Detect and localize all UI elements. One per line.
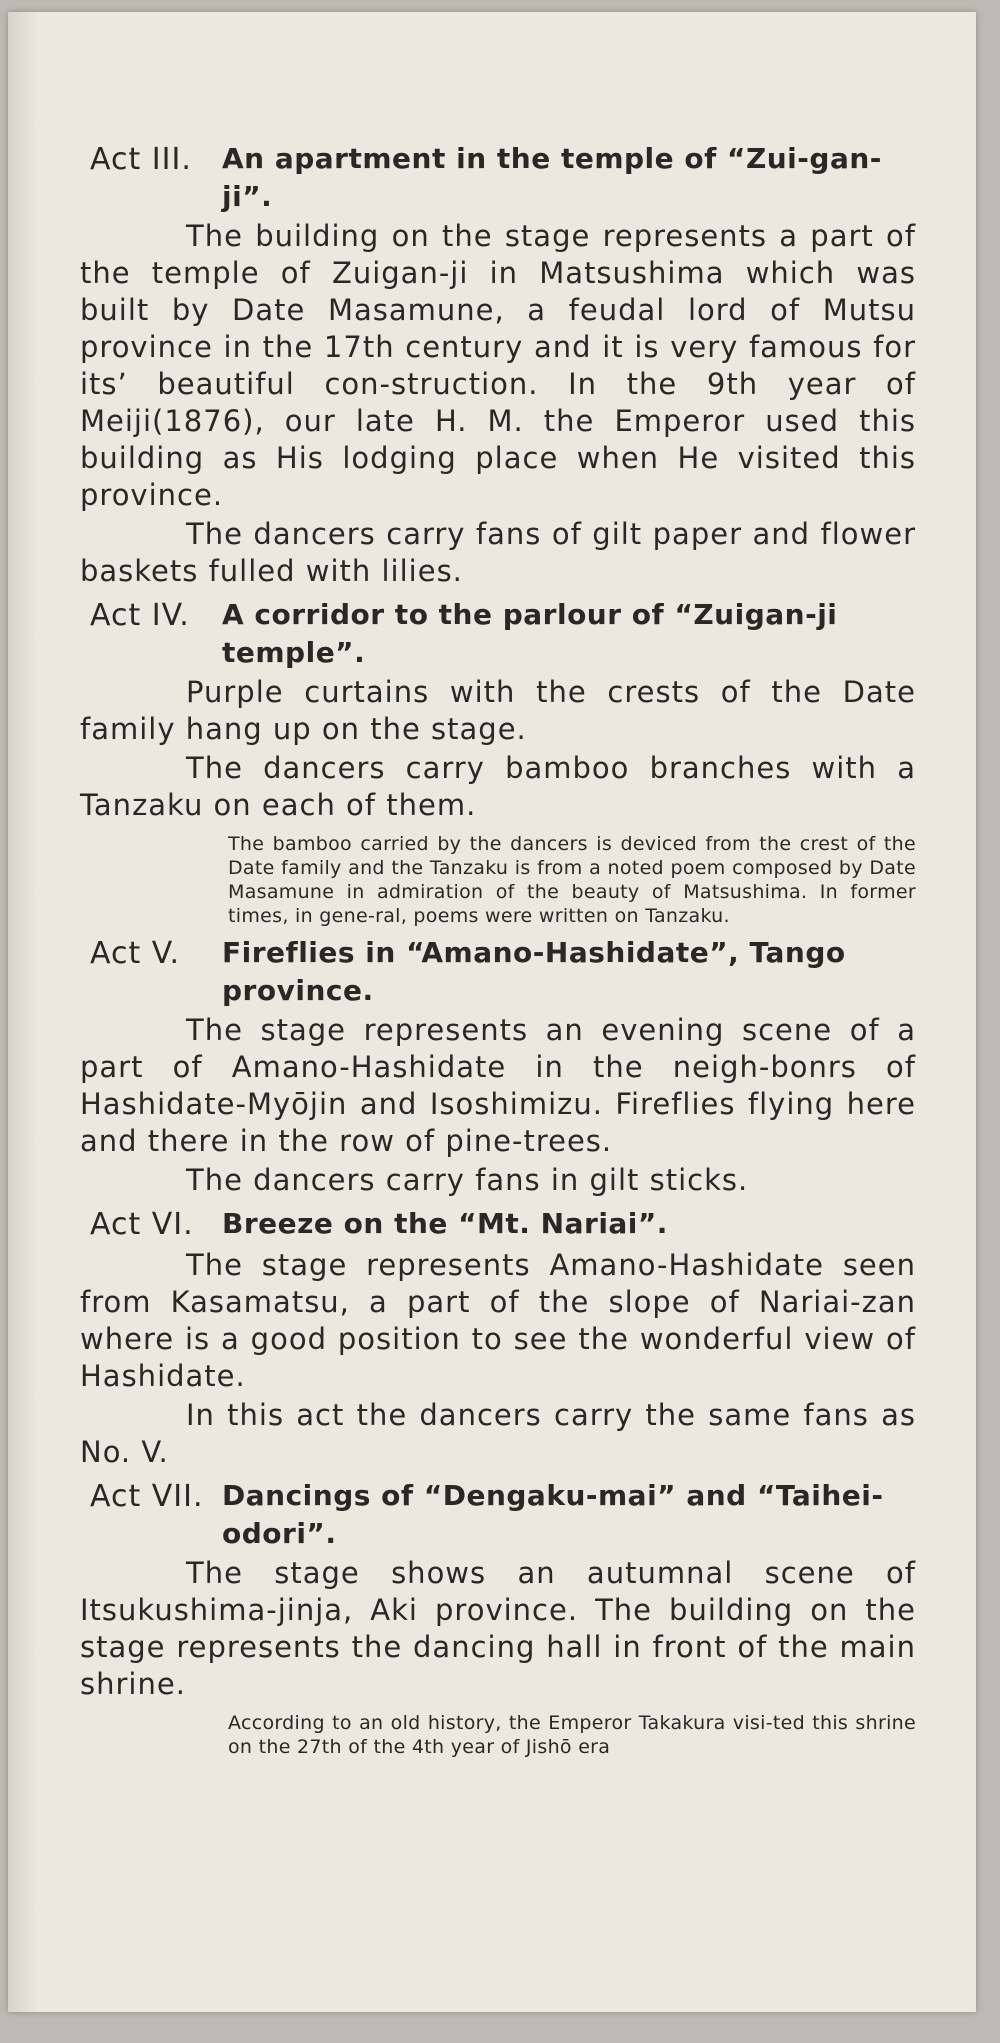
act-paragraph: The dancers carry bamboo branches with a Tanzaku on each of them.: [80, 751, 916, 822]
act-heading: [80, 934, 916, 1010]
act-paragraph: In this act the dancers carry the same fans as No. V.: [80, 1398, 916, 1469]
act-paragraph: The stage represents Amano-Hashidate seen from Kasamatsu, a part of the slope of Nariai-zan where is a good position to see the wonderful view of Hashidate.: [80, 1248, 916, 1393]
act-paragraph: The building on the stage represents a part of the temple of Zuigan-ji in Matsushima which was built by Date Masamune, a feudal lord of Mutsu province in the 17th century and it is very famous for its’ beautiful con-struction. In the 9th year of Meiji(1876), our late H. M. the Emperor used this building as His lodging place when He visited this province.: [80, 219, 916, 512]
act-heading: [80, 596, 916, 672]
act-3: [80, 140, 916, 590]
act-5: [80, 934, 916, 1199]
act-paragraph: The stage represents an evening scene of a part of Amano-Hashidate in the neigh-bonrs of Hashidate-Myōjin and Isoshimizu. Fireflies flying here and there in the row of pine-trees.: [80, 1013, 916, 1158]
act-number: Act IV.: [90, 598, 190, 633]
act-6: [80, 1205, 916, 1471]
act-title: Breeze on the “Mt. Nariai”.: [222, 1207, 668, 1240]
act-number: Act VI.: [90, 1207, 194, 1242]
act-title: An apartment in the temple of “Zui-gan-ji”.: [222, 142, 882, 213]
act-heading: [80, 140, 916, 216]
act-title: A corridor to the parlour of “Zuigan-ji temple”.: [222, 598, 838, 669]
act-note: According to an old history, the Emperor Takakura visi-ted this shrine on the 27th of the 4th year of Jishō era: [228, 1712, 916, 1758]
act-paragraph: The dancers carry fans in gilt sticks.: [186, 1163, 749, 1197]
act-paragraph: The dancers carry fans of gilt paper and flower baskets fulled with lilies.: [80, 517, 916, 588]
act-number: Act VII.: [90, 1479, 204, 1514]
act-4: [80, 596, 916, 928]
program-text: [80, 140, 916, 1765]
act-7: [80, 1477, 916, 1759]
act-paragraph: The stage shows an autumnal scene of Itsukushima-jinja, Aki province. The building on the stage represents the dancing hall in front of the main shrine.: [80, 1556, 916, 1701]
act-title: Dancings of “Dengaku-mai” and “Taihei-odori”.: [222, 1479, 884, 1550]
document-page: [8, 12, 976, 2012]
act-number: Act III.: [90, 142, 192, 177]
act-note: The bamboo carried by the dancers is deviced from the crest of the Date family and the Tanzaku is from a noted poem composed by Date Masamune in admiration of the beauty of Matsushima. In former times, in gene-ral, poems were written on Tanzaku.: [228, 833, 916, 927]
act-title: Fireflies in “Amano-Hashidate”, Tango province.: [222, 936, 846, 1007]
page-fold-shadow: [8, 12, 36, 2012]
act-paragraph: Purple curtains with the crests of the Date family hang up on the stage.: [80, 675, 916, 746]
act-number: Act V.: [90, 936, 180, 971]
act-heading: [80, 1477, 916, 1553]
act-heading: [80, 1205, 916, 1245]
